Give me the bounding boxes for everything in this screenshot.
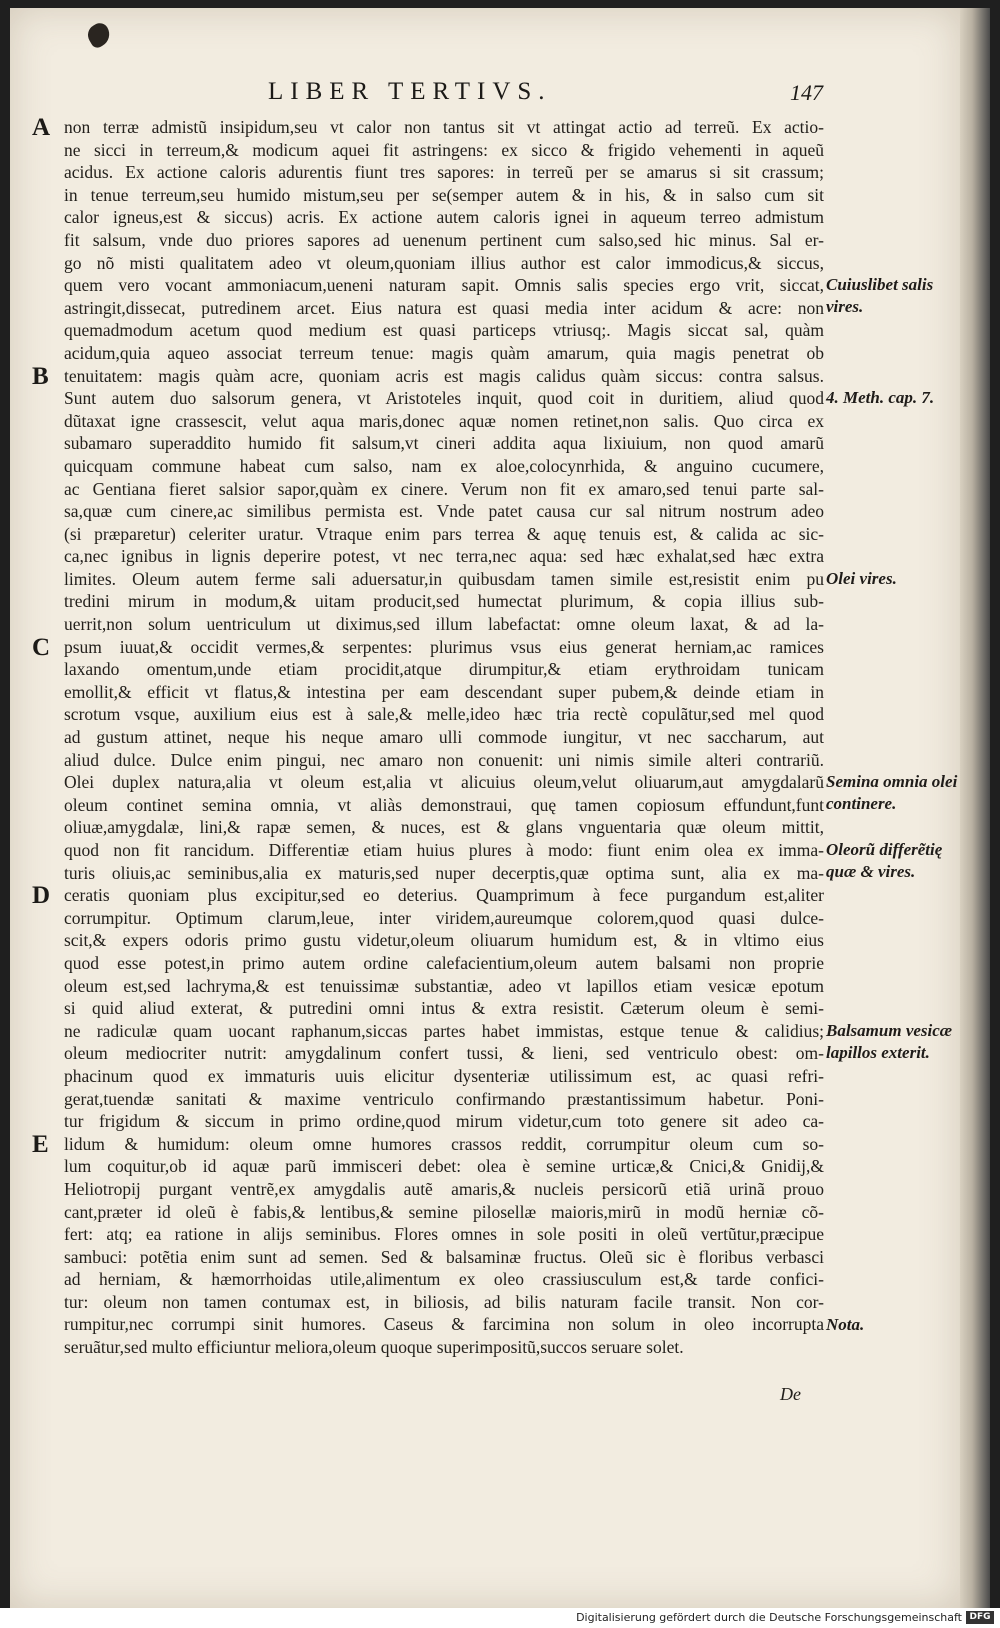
marginal-note: Nota. — [826, 1314, 865, 1334]
text-line: corrumpitur. Optimum clarum,leue, inter viridem,aureumque colorem,quod quasi dulce- — [64, 907, 824, 928]
text-line: quod non fit rancidum. Differentiæ etiam huius plures à modo: fiunt enim olea ex imma- — [64, 840, 824, 860]
text-line: gerat,tuendæ sanitati & maxime ventriculo confirmando præstantissimum habetur. Poni- — [64, 1088, 824, 1109]
text-line: Heliotropij purgant ventrẽ,ex amygdalis autẽ amaris,& nucleis persicorũ etiã urinã prouo — [64, 1178, 824, 1199]
text-line: quem vero vocant ammoniacum,ueneni naturam sapit. Omnis salis species ergo vrit, siccat, — [64, 275, 824, 296]
text-line: tur: oleum non tamen contumax est, in biliosis, ad bilis naturam facile transit. Non cor- — [64, 1291, 824, 1312]
text-line: tenuitatem: magis quàm acre, quoniam acris est magis calidus quàm siccus: contra salsus. — [64, 365, 824, 386]
text-line: rumpitur,nec corrumpi sinit humores. Caseus & farcimina non solum in oleo incorrupta — [64, 1314, 824, 1335]
text-line: fit salsum, vnde duo priores sapores ad uenenum pertinent cum salso,sed hic minus. Sal er- — [64, 229, 824, 250]
text-line: fert: atq; ea ratione in alijs seminibus. Flores omnes in sole positi in oleũ vertũtur,præcipue — [64, 1224, 824, 1245]
text-line: lum coquitur,ob id aquæ parũ immisceri debet: olea è semine urticæ,& Cnici,& Gnidij,& — [64, 1156, 824, 1177]
text-line: ad gustum attinet, neque his neque amaro ulli commode iungitur, vt nec saccharum, aut — [64, 727, 824, 748]
body-text — [64, 116, 824, 1359]
text-line: uerrit,non solum uentriculum ut diximus,sed illum labefactat: omne oleum laxat, & ad la- — [64, 614, 824, 635]
text-line: cant,præter id oleũ è fabis,& lentibus,& semine pilosellæ maioris,mirũ in modũ herniæ cõ- — [64, 1201, 824, 1222]
text-line: (si præparetur) celeriter uratur. Vtraque enim pars terrea & aquę tenuis est, & calida ac sic- — [64, 523, 824, 544]
marginal-note: 4. Meth. cap. 7. — [826, 388, 935, 408]
marginal-note: Olei vires. — [826, 569, 897, 588]
text-line: tur frigidum & siccum in primo ordine,quod mirum videtur,cum toto genere sit adeo ca- — [64, 1111, 824, 1132]
folio-number: 147 — [790, 80, 823, 105]
marginal-note: Oleorũ differẽtię quæ & vires. — [826, 840, 943, 882]
text-line: in tenue terreum,seu humido mistum,seu per se(semper autem & in his, & in salso cum sit — [64, 184, 824, 205]
text-line: aliud dulce. Dulce enim pingui, nec amaro non conuenit: uni nimis simile alteri contrariũ. — [64, 749, 824, 770]
text-line: acidum,quia aqueo associat terreum tenue: magis quàm amarum, quia magis penetrat ob — [64, 342, 824, 363]
text-line: limites. Oleum autem ferme sali aduersatur,in quibusdam tamen simile est,resistit enim pu — [64, 568, 824, 589]
text-line: dũtaxat igne crassescit, velut aqua maris,donec aquæ nomen retinet,non salis. Quo circa ex — [64, 410, 824, 431]
text-line: non terræ admistũ insipidum,seu vt calor non tantus sit vt attingat actio ad terreũ. Ex actio- — [64, 117, 824, 137]
section-letter: C — [32, 633, 51, 661]
section-letter: B — [32, 362, 49, 390]
text-line: quicquam commune habeat cum salso, nam ex aloe,colocynrhida, & anguino cucumere, — [64, 455, 824, 476]
text-line: seruãtur,sed multo efficiuntur meliora,oleum quoque superimpositũ,succos seruare solet. — [64, 1337, 684, 1358]
text-line: Sunt autem duo salsorum genera, vt Aristoteles inquit, quod coit in duritiem, aliud quod — [64, 388, 824, 409]
text-line: sambuci: potẽtia enim sunt ad semen. Sed & balsaminæ fructus. Oleũ sic è floribus verbasci — [64, 1246, 824, 1267]
text-line: ne radiculæ quam uocant raphanum,siccas partes habet immistas, estque tenue & calidius; — [64, 1020, 824, 1041]
text-line: emollit,& efficit vt flatus,& intestina per eam descendant super pubem,& deinde etiam in — [64, 681, 824, 702]
page-header — [0, 78, 1000, 108]
text-line: phacinum quod ex immaturis uuis elicitur dysenteriæ utilissimum est, ac quasi refri- — [64, 1065, 824, 1086]
text-line: scrotum vsque, auxilium eius est à sale,& melle,ideo hæc tria rectè copulãtur,sed mel quod — [64, 704, 824, 725]
text-line: oleum mediocriter nutrit: amygdalinum confert tussi, & lieni, sed ventriculo obest: om- — [64, 1043, 824, 1064]
text-line: si quid aliud exterat, & putredini omni intus & extra resistit. Cæterum oleum è semi- — [64, 998, 824, 1019]
text-line: quod esse potest,in primo autem ordine calefacientium,oleum autem balsami non proprie — [64, 952, 824, 973]
text-line: psum iuuat,& occidit vermes,& serpentes: plurimus vsus eius generat herniam,ac ramices — [64, 636, 824, 657]
page-edge — [960, 8, 990, 1608]
text-line: ad herniam, & hæmorrhoidas utile,alimentum ex oleo crassiusculum est,& tarde confici- — [64, 1269, 824, 1290]
marginal-note: Cuiuslibet salis vires. — [826, 275, 934, 317]
dfg-logo: DFG — [966, 1611, 994, 1624]
text-line: turis oliuis,ac seminibus,alia ex maturis,sed nuper decerptis,quæ optima sunt, alia ex ma- — [64, 862, 824, 883]
section-letter: A — [32, 114, 51, 141]
section-letter: E — [32, 1131, 49, 1158]
marginal-note: Semina omnia olei continere. — [826, 772, 958, 814]
text-line: lidum & humidum: oleum omne humores crassos reddit, corrumpitur oleum cum so- — [64, 1133, 824, 1154]
text-line: tredini mirum in modum,& uitam producit,sed humectat plurimum, & copia illius sub- — [64, 591, 824, 612]
text-line: sa,quæ cum cinere,ac similibus permista est. Vnde patet causa cur sal nitrum nostrum adeo — [64, 501, 824, 522]
catchword: De — [780, 1384, 801, 1404]
text-line: laxando omentum,unde etiam procidit,atque dirumpitur,& etiam erythroidam tunicam — [64, 659, 824, 680]
text-line: subamaro superaddito humido fit salsum,vt cineri addita aqua lixiuium, non quod amarũ — [64, 433, 824, 454]
text-line: quemadmodum acetum quod medium est quasi particeps vtriusq;. Magis siccat sal, quàm — [64, 320, 824, 341]
footer-credit: Digitalisierung gefördert durch die Deutsche Forschungsgemeinschaft — [576, 1611, 962, 1624]
text-line: oleum est,sed lachryma,& est tenuissimæ substantiæ, adeo vt lapillos etiam vesicæ epotum — [64, 975, 824, 996]
text-line: ac Gentiana fieret salsior sapor,quàm ex cinere. Verum non fit ex amaro,sed tenui parte sal- — [64, 478, 824, 499]
text-line: Olei duplex natura,alia vt oleum est,alia vt alicuius oleum,velut oliuarum,aut amygdalarũ — [64, 772, 824, 793]
text-line: calor igneus,est & siccus) acris. Ex actione autem caloris ignei in aqueum terreo admistum — [64, 207, 824, 228]
digitization-footer — [0, 1608, 1000, 1628]
text-line: go nõ misti qualitatem adeo vt oleum,quoniam illius author est calor immodicus,& siccus, — [64, 252, 824, 273]
text-line: acidus. Ex actione caloris adurentis fiunt tres sapores: in terreũ per se amarus si sit crassum; — [64, 162, 824, 183]
text-line: ne sicci in terreum,& modicum aquei fit astringens: ex sicco & frigido vehementi in aqueũ — [64, 139, 824, 160]
text-line: astringit,dissecat, putredinem arcet. Eius natura est quasi media inter acidum & acre: non — [64, 297, 824, 318]
text-line: oliuæ,amygdalæ, lini,& rapæ semen, & nuces, est & glans vnguentaria quæ oleum mittit, — [64, 817, 824, 838]
text-line: scit,& expers odoris primo gustu videtur,oleum oliuarum humidum est, & in vltimo eius — [64, 930, 824, 951]
text-line: ceratis quoniam plus excipitur,sed eo deterius. Quamprimum à fece purgandum est,aliter — [64, 885, 824, 906]
text-line: oleum continet semina omnia, vt aliàs demonstraui, quę tamen copiosum effundunt,funt — [64, 794, 824, 815]
text-line: ca,nec ignibus in lignis deperire potest, vt nec terra,nec aqua: sed hæc exhalat,sed hæc extra — [64, 546, 824, 567]
section-letter: D — [32, 882, 51, 910]
marginal-note: Balsamum vesicæ lapillos exterit. — [826, 1021, 953, 1062]
running-title: LIBER TERTIVS. — [268, 78, 552, 105]
